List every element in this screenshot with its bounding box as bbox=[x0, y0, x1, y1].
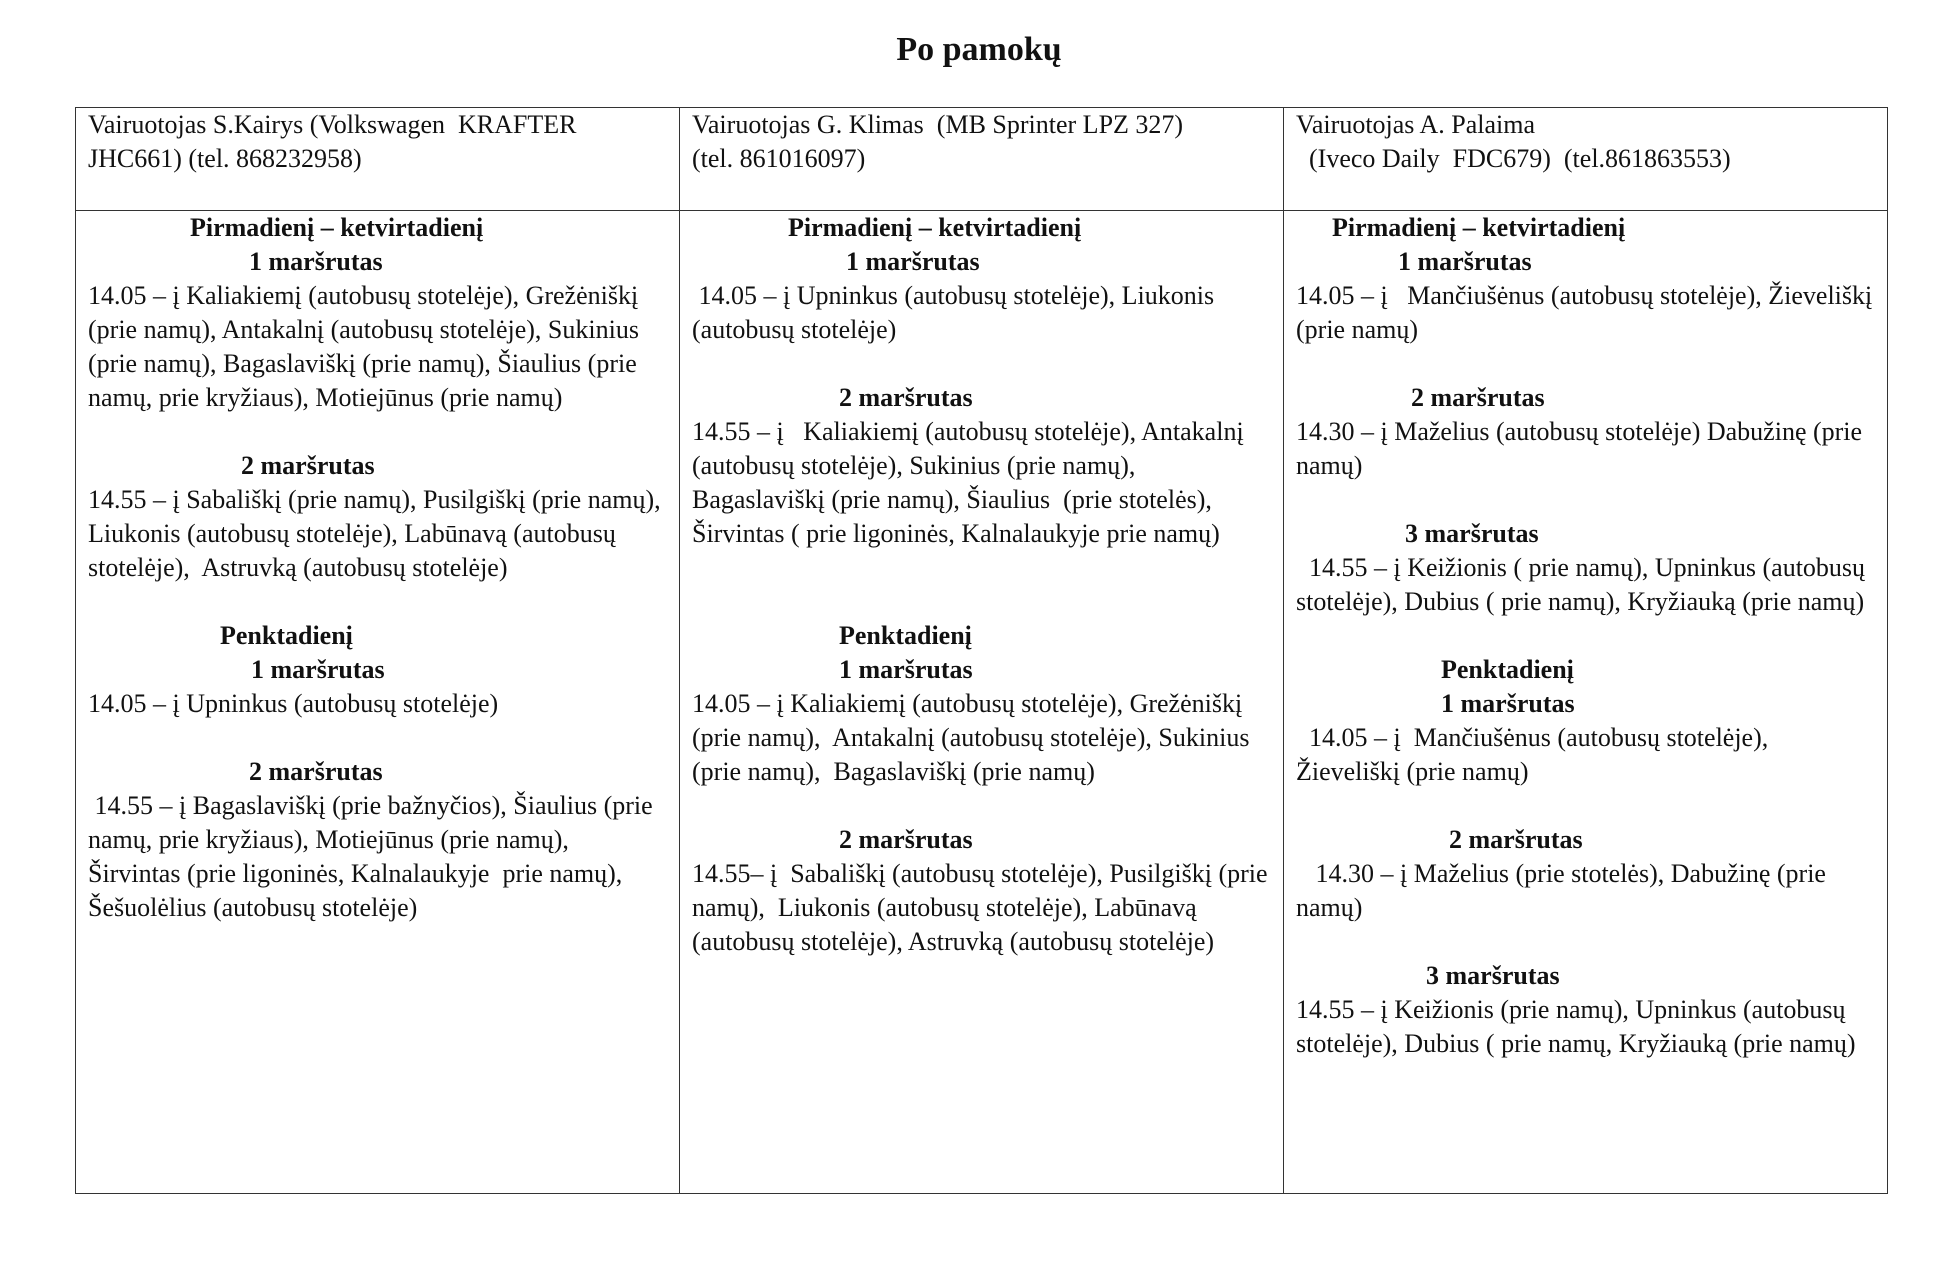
route-stops: 14.05 – į Mančiušėnus (autobusų stotelėje), Žieveliškį (prie namų) bbox=[1296, 723, 1775, 786]
route-section bbox=[1296, 653, 1875, 789]
route-stops: 14.30 – į Maželius (autobusų stotelėje) Dabužinę (prie namų) bbox=[1296, 417, 1869, 480]
route-section bbox=[88, 619, 667, 721]
routes-cell-klimas bbox=[680, 211, 1284, 1194]
driver-contact-line: JHC661) (tel. 868232958) bbox=[88, 144, 362, 173]
route-heading: 3 maršrutas bbox=[1405, 519, 1539, 548]
day-heading: Penktadienį bbox=[1441, 655, 1574, 684]
route-section bbox=[1296, 517, 1875, 619]
route-stops: 14.55 – į Keižionis (prie namų), Upninkus (autobusų stotelėje), Dubius ( prie namų, Kryžiauką (prie namų) bbox=[1296, 995, 1856, 1058]
route-section bbox=[88, 755, 667, 925]
driver-cell-kairys bbox=[76, 108, 680, 211]
day-heading: Pirmadienį – ketvirtadienį bbox=[788, 213, 1082, 242]
route-stops: 14.55 – į Bagaslaviškį (prie bažnyčios), Šiaulius (prie namų, prie kryžiaus), Motiejūnus (prie namų), Širvintas (prie ligoninės, Kalnalaukyje prie namų), Šešuolėlius (autobusų stotelėje) bbox=[88, 791, 660, 922]
route-stops: 14.05 – į Upninkus (autobusų stotelėje) bbox=[88, 689, 499, 718]
route-heading: 2 maršrutas bbox=[249, 757, 383, 786]
route-stops: 14.55 – į Sabališkį (prie namų), Pusilgiškį (prie namų), Liukonis (autobusų stotelėje), Labūnavą (autobusų stotelėje), Astruvką (autobusų stotelėje) bbox=[88, 485, 674, 582]
route-stops: 14.05 – į Upninkus (autobusų stotelėje), Liukonis (autobusų stotelėje) bbox=[692, 281, 1221, 344]
route-stops: 14.05 – į Kaliakiemį (autobusų stotelėje), Grežėniškį (prie namų), Antakalnį (autobusų stotelėje), Sukinius (prie namų), Bagaslaviškį (prie namų), Šiaulius (prie namų, prie kryžiaus), Motiejūnus (prie namų) bbox=[88, 281, 646, 412]
route-section bbox=[1296, 211, 1886, 347]
day-heading: Penktadienį bbox=[839, 621, 972, 650]
route-heading: 2 maršrutas bbox=[839, 383, 973, 412]
routes-cell-kairys bbox=[76, 211, 680, 1194]
day-heading: Penktadienį bbox=[220, 621, 353, 650]
routes-cell-palaima bbox=[1284, 211, 1888, 1194]
route-heading: 1 maršrutas bbox=[1398, 247, 1532, 276]
route-heading: 1 maršrutas bbox=[839, 655, 973, 684]
route-heading: 2 maršrutas bbox=[241, 451, 375, 480]
route-stops: 14.30 – į Maželius (prie stotelės), Dabužinę (prie namų) bbox=[1296, 859, 1833, 922]
route-stops: 14.55– į Sabališkį (autobusų stotelėje), Pusilgiškį (prie namų), Liukonis (autobusų stotelėje), Labūnavą (autobusų stotelėje), Astruvką (autobusų stotelėje) bbox=[692, 859, 1275, 956]
page-title: Po pamokų bbox=[896, 31, 1062, 68]
driver-info-line: Vairuotojas S.Kairys (Volkswagen KRAFTER bbox=[88, 110, 577, 139]
route-heading: 2 maršrutas bbox=[1411, 383, 1545, 412]
route-heading: 1 maršrutas bbox=[846, 247, 980, 276]
driver-contact-line: (Iveco Daily FDC679) (tel.861863553) bbox=[1296, 144, 1731, 173]
route-heading: 2 maršrutas bbox=[839, 825, 973, 854]
route-heading: 1 maršrutas bbox=[251, 655, 385, 684]
route-heading: 3 maršrutas bbox=[1426, 961, 1560, 990]
driver-contact-line: (tel. 861016097) bbox=[692, 144, 866, 173]
route-section bbox=[692, 823, 1275, 959]
route-section bbox=[692, 211, 1271, 347]
route-section bbox=[1296, 959, 1875, 1061]
route-heading: 1 maršrutas bbox=[249, 247, 383, 276]
route-stops: 14.05 – į Mančiušėnus (autobusų stotelėje), Žieveliškį (prie namų) bbox=[1296, 281, 1886, 344]
driver-info-line: Vairuotojas A. Palaima bbox=[1296, 110, 1536, 139]
driver-header-row bbox=[76, 108, 1888, 211]
driver-info-line: Vairuotojas G. Klimas (MB Sprinter LPZ 327) bbox=[692, 110, 1184, 139]
driver-cell-klimas bbox=[680, 108, 1284, 211]
route-section bbox=[692, 619, 1271, 789]
driver-cell-palaima bbox=[1284, 108, 1888, 211]
bus-schedule-table bbox=[75, 107, 1888, 1194]
route-heading: 1 maršrutas bbox=[1441, 689, 1575, 718]
route-section bbox=[692, 381, 1271, 551]
day-heading: Pirmadienį – ketvirtadienį bbox=[1332, 213, 1626, 242]
routes-row bbox=[76, 211, 1888, 1194]
route-stops: 14.05 – į Kaliakiemį (autobusų stotelėje), Grežėniškį (prie namų), Antakalnį (autobusų stotelėje), Sukinius (prie namų), Bagaslaviškį (prie namų) bbox=[692, 689, 1256, 786]
route-section bbox=[1296, 823, 1875, 925]
day-heading: Pirmadienį – ketvirtadienį bbox=[190, 213, 484, 242]
route-section bbox=[88, 211, 667, 415]
route-stops: 14.55 – į Keižionis ( prie namų), Upninkus (autobusų stotelėje), Dubius ( prie namų), Kryžiauką (prie namų) bbox=[1296, 553, 1872, 616]
route-section bbox=[88, 449, 674, 585]
route-stops: 14.55 – į Kaliakiemį (autobusų stotelėje), Antakalnį (autobusų stotelėje), Sukinius (prie namų), Bagaslaviškį (prie namų), Šiaulius (prie stotelės), Širvintas ( prie ligoninės, Kalnalaukyje prie namų) bbox=[692, 417, 1251, 548]
route-section bbox=[1296, 381, 1875, 483]
route-heading: 2 maršrutas bbox=[1449, 825, 1583, 854]
